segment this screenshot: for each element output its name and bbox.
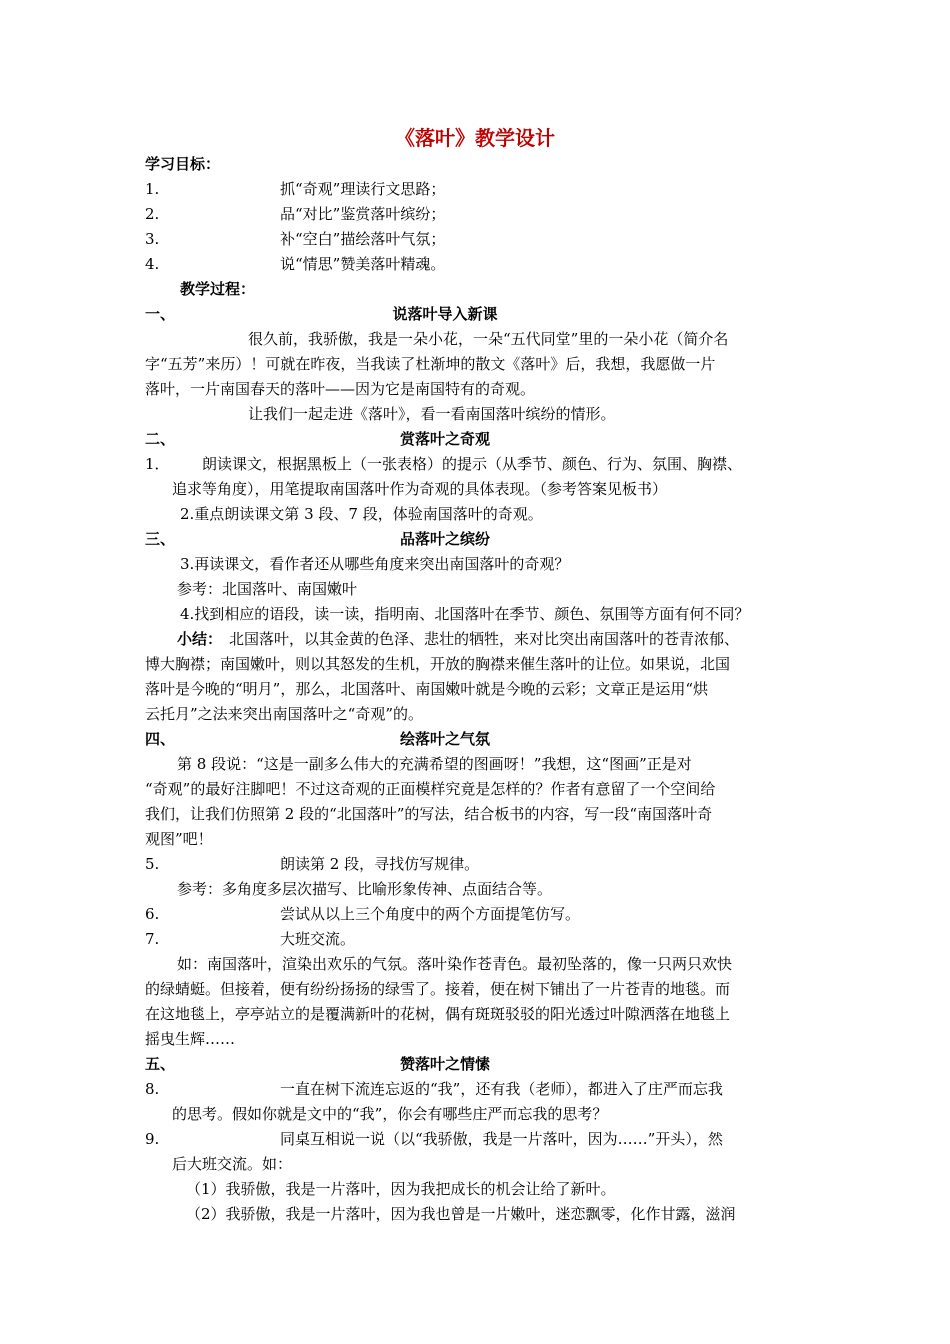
goal-number: 3. bbox=[145, 230, 160, 248]
goal-text: 补“空白”描绘落叶气氛； bbox=[280, 230, 446, 248]
paragraph-line: （1）我骄傲，我是一片落叶，因为我把成长的机会让给了新叶。 bbox=[186, 1180, 616, 1198]
item-number: 6. bbox=[145, 905, 160, 923]
paragraph-line: 云托月”之法来突出南国落叶之“奇观”的。 bbox=[145, 705, 424, 723]
paragraph-line: 很久前，我骄傲，我是一朵小花，一朵“五代同堂”里的一朵小花（简介名 bbox=[248, 330, 729, 348]
paragraph-line: 我们，让我们仿照第 2 段的“北国落叶”的写法，结合板书的内容，写一段“南国落叶奇 bbox=[145, 805, 713, 823]
goals-label: 学习目标： bbox=[145, 155, 221, 173]
item-number: 5. bbox=[145, 855, 160, 873]
section-number: 五、 bbox=[145, 1055, 176, 1073]
summary-label: 小结： bbox=[177, 630, 223, 648]
paragraph-line: 一直在树下流连忘返的“我”，还有我（老师），都进入了庄严而忘我 bbox=[280, 1080, 723, 1098]
section-number: 一、 bbox=[145, 305, 176, 323]
paragraph-line: 落叶是今晚的“明月”，那么，北国落叶、南国嫩叶就是今晚的云彩；文章正是运用“烘 bbox=[145, 680, 709, 698]
paragraph-line: 北国落叶，以其金黄的色泽、悲壮的牺牲，来对比突出南国落叶的苍青浓郁、 bbox=[229, 630, 740, 648]
paragraph-line: 参考：北国落叶、南国嫩叶 bbox=[177, 580, 358, 598]
section-heading: 绘落叶之气氛 bbox=[399, 730, 490, 748]
paragraph-line: 如：南国落叶，渲染出欢乐的气氛。落叶染作苍青色。最初坠落的，像一只两只欢快 bbox=[177, 955, 733, 973]
paragraph-line: 摇曳生辉…… bbox=[145, 1030, 236, 1048]
goal-number: 2. bbox=[145, 205, 160, 223]
section-number: 二、 bbox=[145, 430, 176, 448]
item-number: 7. bbox=[145, 930, 160, 948]
paragraph-line: 同桌互相说一说（以“我骄傲，我是一片落叶，因为……”开头），然 bbox=[280, 1130, 723, 1148]
process-label: 教学过程： bbox=[180, 280, 256, 298]
paragraph-line: 落叶，一片南国春天的落叶——因为它是南国特有的奇观。 bbox=[145, 380, 536, 398]
item-number: 1． bbox=[145, 455, 170, 473]
goal-text: 抓“奇观”理读行文思路； bbox=[280, 180, 446, 198]
paragraph-line: （2）我骄傲，我是一片落叶，因为我也曾是一片嫩叶，迷恋飘零，化作甘露，滋润 bbox=[186, 1205, 736, 1223]
paragraph-line: 的思考。假如你就是文中的“我”，你会有哪些庄严而忘我的思考？ bbox=[172, 1105, 608, 1123]
item-number: 9. bbox=[145, 1130, 160, 1148]
paragraph-line: 大班交流。 bbox=[280, 930, 356, 948]
paragraph-line: 朗读课文，根据黑板上（一张表格）的提示（从季节、颜色、行为、氛围、胸襟、 bbox=[202, 455, 743, 473]
paragraph-line: 参考：多角度多层次描写、比喻形象传神、点面结合等。 bbox=[177, 880, 553, 898]
section-heading: 赞落叶之情愫 bbox=[399, 1055, 490, 1073]
paragraph-line: 朗读第 2 段，寻找仿写规律。 bbox=[280, 855, 480, 873]
paragraph-line: 追求等角度），用笔提取南国落叶作为奇观的具体表现。（参考答案见板书） bbox=[172, 480, 668, 498]
goal-text: 品“对比”鉴赏落叶缤纷； bbox=[280, 205, 446, 223]
paragraph-line: 4.找到相应的语段，读一读，指明南、北国落叶在季节、颜色、氛围等方面有何不同？ bbox=[180, 605, 750, 623]
paragraph-line: 在这地毯上，亭亭站立的是覆满新叶的花树，偶有斑斑驳驳的阳光透过叶隙洒落在地毯上 bbox=[145, 1005, 731, 1023]
paragraph-line: 博大胸襟；南国嫩叶，则以其怒发的生机，开放的胸襟来催生落叶的让位。如果说，北国 bbox=[145, 655, 731, 673]
section-number: 三、 bbox=[145, 530, 176, 548]
section-number: 四、 bbox=[145, 730, 176, 748]
item-number: 8. bbox=[145, 1080, 160, 1098]
paragraph-line: 第 8 段说：“这是一副多么伟大的充满希望的图画呀！”我想，这“图画”正是对 bbox=[177, 755, 692, 773]
goal-text: 说“情思”赞美落叶精魂。 bbox=[280, 255, 446, 273]
goal-number: 4. bbox=[145, 255, 160, 273]
section-heading: 品落叶之缤纷 bbox=[399, 530, 490, 548]
section-heading: 说落叶导入新课 bbox=[392, 305, 498, 323]
paragraph-line: 的绿蜻蜓。但接着，便有纷纷扬扬的绿雪了。接着，便在树下铺出了一片苍青的地毯。而 bbox=[145, 980, 731, 998]
paragraph-line: “奇观”的最好注脚吧！不过这奇观的正面模样究竟是怎样的？作者有意留了一个空间给 bbox=[145, 780, 716, 798]
paragraph-line: 尝试从以上三个角度中的两个方面提笔仿写。 bbox=[280, 905, 581, 923]
section-heading: 赏落叶之奇观 bbox=[399, 430, 490, 448]
goal-number: 1. bbox=[145, 180, 160, 198]
paragraph-line: 2.重点朗读课文第 3 段、7 段，体验南国落叶的奇观。 bbox=[180, 505, 543, 523]
paragraph-line: 后大班交流。如： bbox=[172, 1155, 293, 1173]
paragraph-line: 观图”吧！ bbox=[145, 830, 213, 848]
paragraph-line: 字“五芳”来历）！可就在昨夜，当我读了杜渐坤的散文《落叶》后，我想，我愿做一片 bbox=[145, 355, 716, 373]
paragraph-line: 3.再读课文，看作者还从哪些角度来突出南国落叶的奇观？ bbox=[180, 555, 570, 573]
paragraph-line: 让我们一起走进《落叶》，看一看南国落叶缤纷的情形。 bbox=[248, 405, 616, 423]
page-title: 《落叶》教学设计 bbox=[395, 126, 555, 150]
